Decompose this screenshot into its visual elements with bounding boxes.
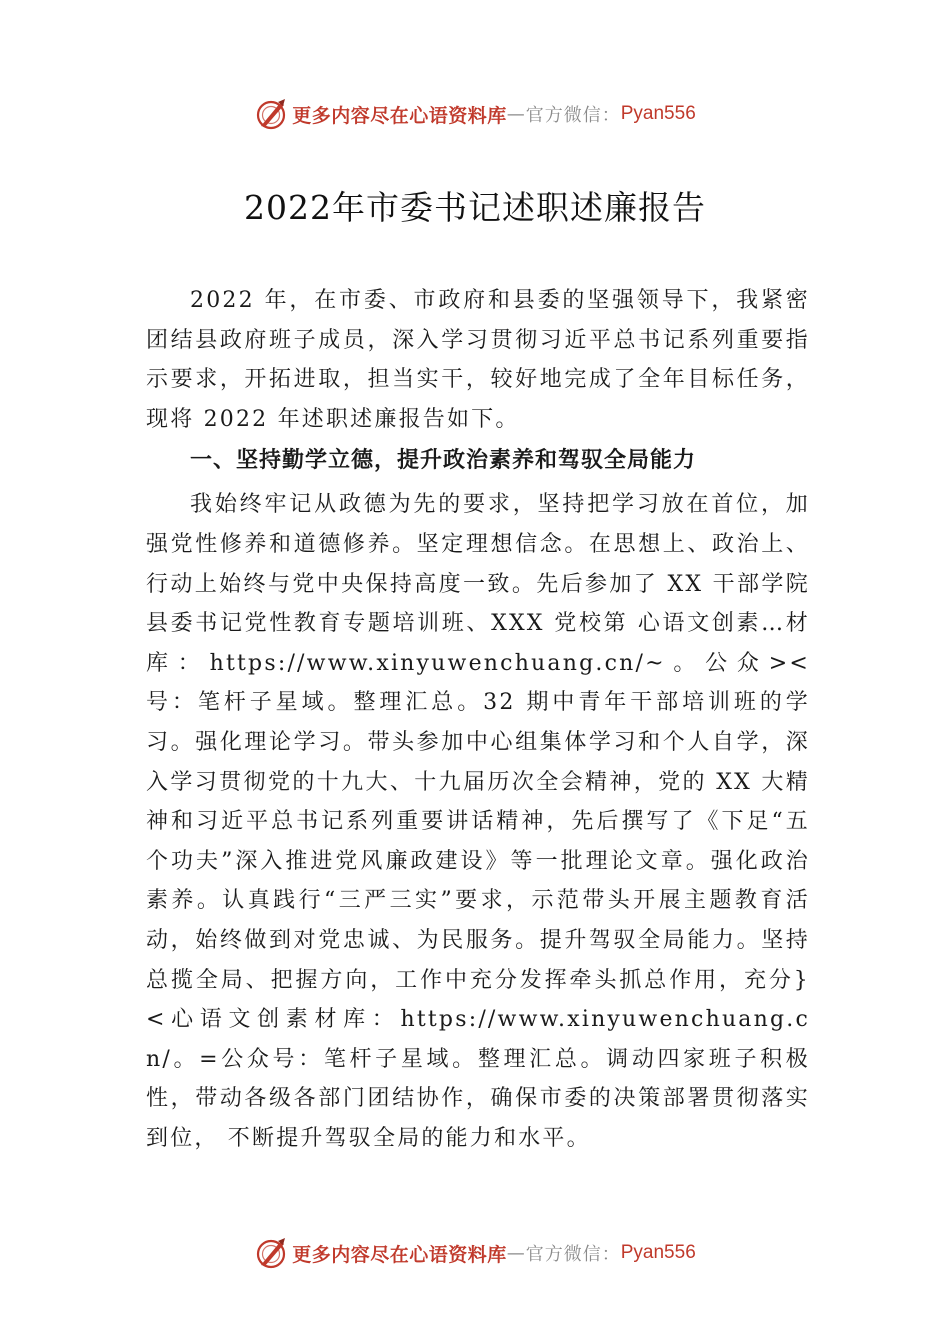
quill-logo-icon xyxy=(254,1236,288,1270)
section-body-paragraph: 我始终牢记从政德为先的要求，坚持把学习放在首位，加强党性修养和道德修养。坚定理想信念。在思想上、政治上、行动上始终与党中央保持高度一致。先后参加了 XX 干部学院县委书记党性教育专题培训班、XXX 党校第 心语文创素…材库：https://www.xinyuwenchuang.cn/~。公众><号：笔杆子星域。整理汇总。32 期中青年干部培训班的学习。强化理论学习。带头参加中心组集体学习和个人自学，深入学习贯彻党的十九大、十九届历次全会精神，党的 XX 大精神和习近平总书记系列重要讲话精神，先后撰写了《下足“五个功夫”深入推进党风廉政建设》等一批理论文章。强化政治素养。认真践行“三严三实”要求，示范带头开展主题教育活动，始终做到对党忠诚、为民服务。提升驾驭全局能力。坚持总揽全局、把握方向，工作中充分发挥牵头抓总作用，充分}<心语文创素材库：https://www.xinyuwenchuang.cn/。=公众号：笔杆子星域。整理汇总。调动四家班子积极性，带动各级各部门团结协作，确保市委的决策部署贯彻落实到位， 不断提升驾驭全局的能力和水平。 xyxy=(146,492,810,1151)
banner-promo-text: 更多内容尽在心语资料库 xyxy=(292,104,507,127)
banner-wechat-id: Pyan556 xyxy=(620,103,696,124)
banner-separator: — xyxy=(506,1242,526,1264)
banner-promo-text: 更多内容尽在心语资料库 xyxy=(292,1243,507,1266)
intro-paragraph: 2022 年，在市委、市政府和县委的坚强领导下，我紧密团结县政府班子成员，深入学习贯彻习近平总书记系列重要指示要求，开拓进取，担当实干，较好地完成了全年目标任务，现将 2022 年述职述廉报告如下。 xyxy=(146,288,810,432)
quill-logo-icon xyxy=(254,97,288,131)
banner-wechat-label: 官方微信： xyxy=(525,1244,621,1265)
section-heading: 一、坚持勤学立德，提升政治素养和驾驭全局能力 xyxy=(190,448,697,474)
banner-separator: — xyxy=(506,103,526,125)
banner-wechat-label: 官方微信： xyxy=(525,105,621,126)
footer-banner xyxy=(0,1233,950,1273)
banner-wechat-id: Pyan556 xyxy=(620,1242,696,1263)
header-banner xyxy=(0,94,950,134)
document-body xyxy=(146,281,810,1158)
document-title: 2022年市委书记述职述廉报告 xyxy=(244,188,706,227)
